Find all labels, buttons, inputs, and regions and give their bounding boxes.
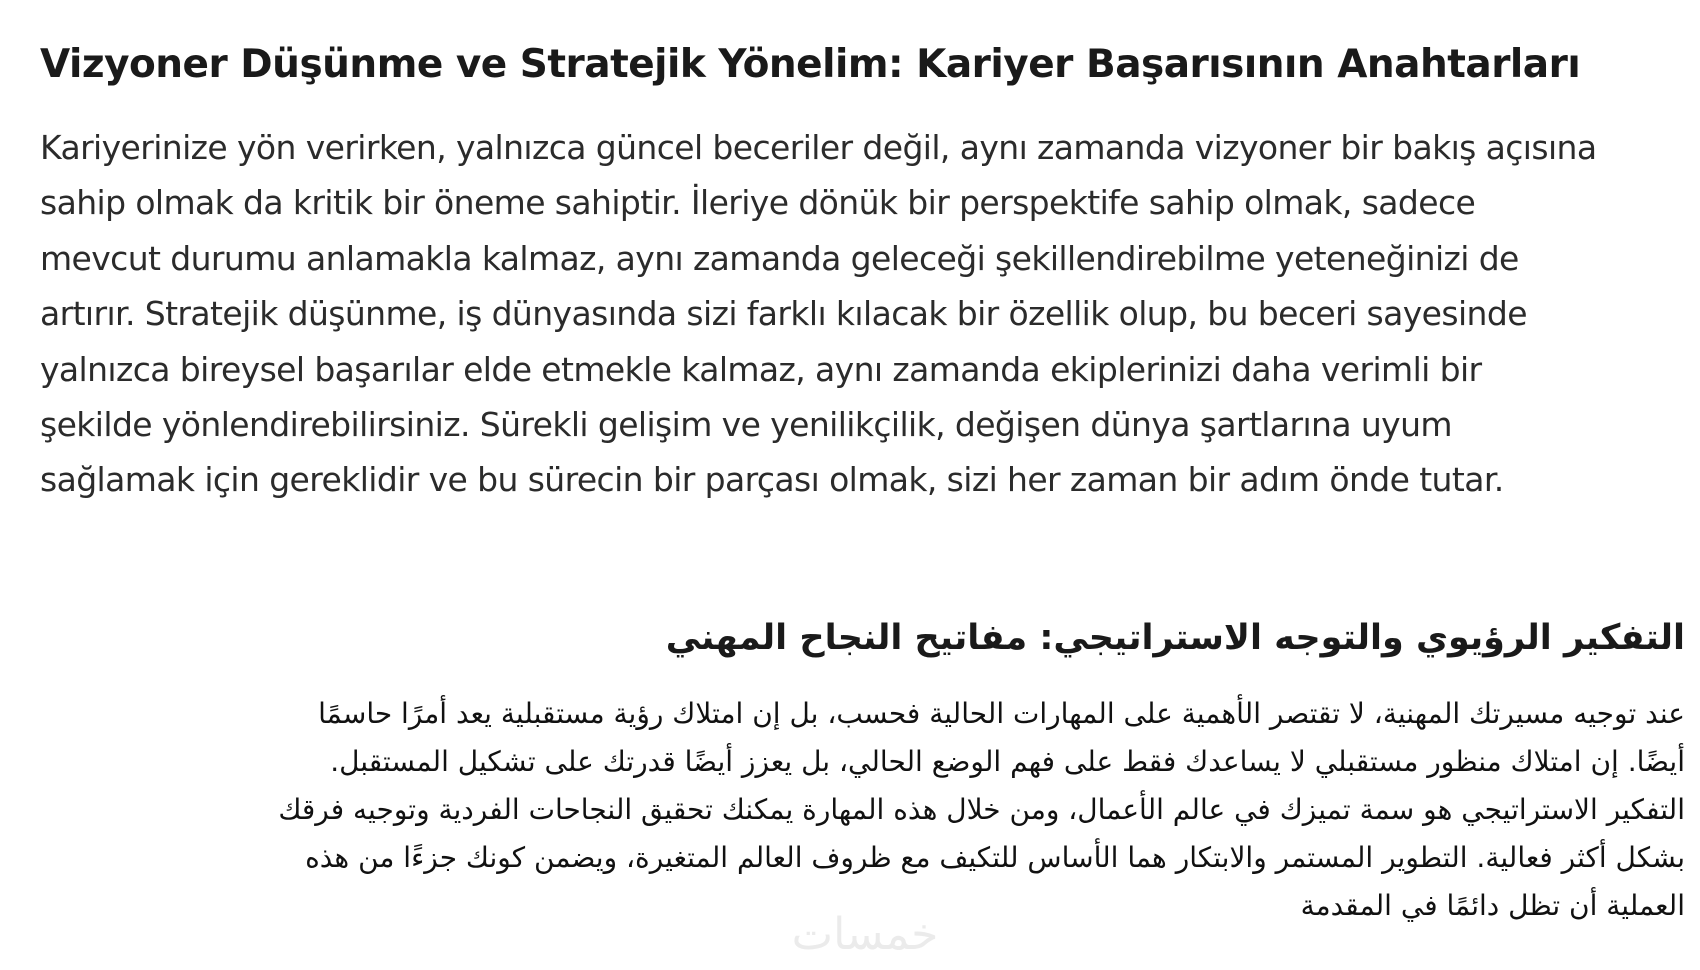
arabic-line: العملية أن تظل دائمًا في المقدمة [1300, 889, 1685, 922]
turkish-line: şekilde yönlendirebilirsiniz. Sürekli gelişim ve yenilikçilik, değişen dünya şartlarına uyum [40, 405, 1452, 445]
turkish-line: artırır. Stratejik düşünme, iş dünyasında sizi farklı kılacak bir özellik olup, bu beceri sayesinde [40, 294, 1527, 334]
turkish-line: yalnızca bireysel başarılar elde etmekle kalmaz, aynı zamanda ekiplerinizi daha verimli bir [40, 349, 1482, 389]
arabic-paragraph [25, 690, 1685, 930]
turkish-line: sağlamak için gereklidir ve bu sürecin bir parçası olmak, sizi her zaman bir adım önde tutar. [40, 460, 1504, 500]
turkish-line: Kariyerinize yön verirken, yalnızca güncel beceriler değil, aynı zamanda vizyoner bir bakış açısına [40, 128, 1597, 167]
watermark-logo: خمسات [791, 909, 939, 960]
turkish-heading: Vizyoner Düşünme ve Stratejik Yönelim: Kariyer Başarısının Anahtarları [40, 42, 1581, 87]
arabic-line: بشكل أكثر فعالية. التطوير المستمر والابتكار هما الأساس للتكيف مع ظروف العالم المتغيرة، ويضمن كونك جزءًا من هذه [305, 841, 1685, 874]
turkish-line: sahip olmak da kritik bir öneme sahiptir. İleriye dönük bir perspektife sahip olmak, sadece [40, 183, 1476, 223]
arabic-line: أيضًا. إن امتلاك منظور مستقبلي لا يساعدك فقط على فهم الوضع الحالي، بل يعزز أيضًا قدرتك على تشكيل المستقبل. [330, 745, 1685, 778]
turkish-line: mevcut durumu anlamakla kalmaz, aynı zamanda geleceği şekillendirebilme yeteneğinizi de [40, 238, 1519, 278]
arabic-line: التفكير الاستراتيجي هو سمة تميزك في عالم الأعمال، ومن خلال هذه المهارة يمكنك تحقيق النجاحات الفردية وتوجيه فرقك [278, 793, 1685, 826]
arabic-heading: التفكير الرؤيوي والتوجه الاستراتيجي: مفاتيح النجاح المهني [665, 618, 1685, 658]
turkish-paragraph [40, 120, 1680, 508]
arabic-line: عند توجيه مسيرتك المهنية، لا تقتصر الأهمية على المهارات الحالية فحسب، بل إن امتلاك رؤية مستقبلية يعد أمرًا حاسمًا [318, 697, 1685, 730]
